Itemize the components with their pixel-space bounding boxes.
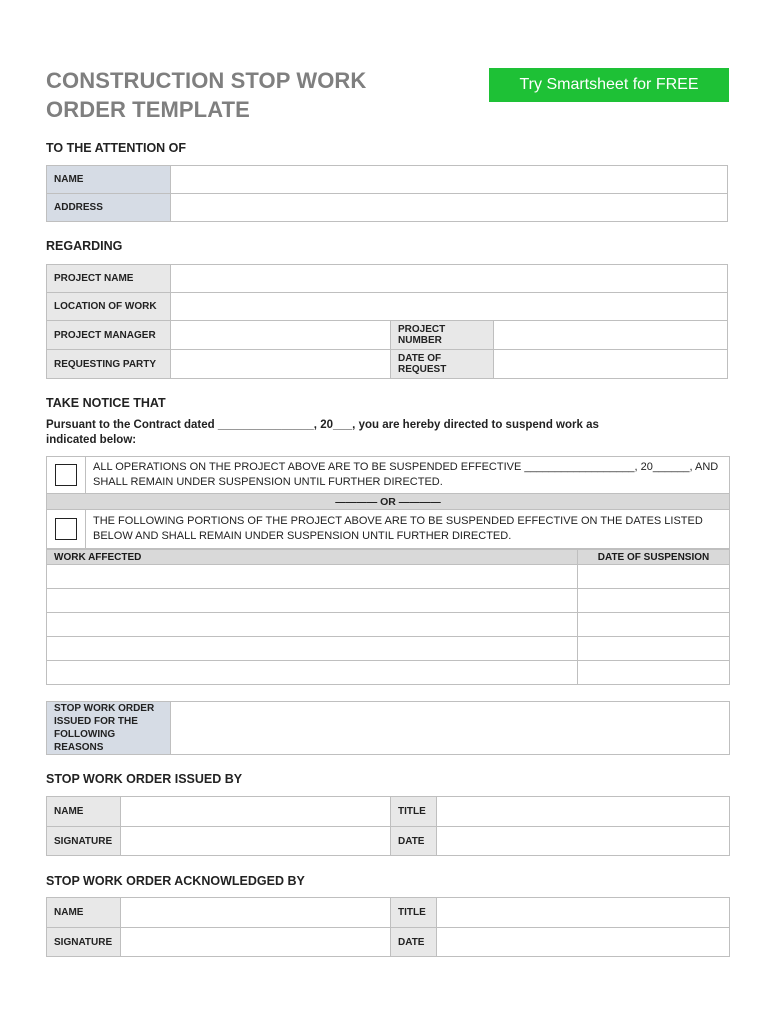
ack-signature-field[interactable] [121, 928, 391, 957]
project-name-field[interactable] [171, 265, 728, 293]
option1-text: ALL OPERATIONS ON THE PROJECT ABOVE ARE TO BE SUSPENDED EFFECTIVE __________________, 20______, AND SHALL REMAIN UNDER SUSPENSION UNTIL FURTHER DIRECTED. [86, 457, 730, 494]
project-name-label: PROJECT NAME [47, 265, 171, 293]
manager-field[interactable] [171, 321, 391, 350]
try-smartsheet-button[interactable]: Try Smartsheet for FREE [489, 68, 729, 102]
work-affected-cell[interactable] [47, 637, 578, 661]
location-label: LOCATION OF WORK [47, 293, 171, 321]
page-title: CONSTRUCTION STOP WORK ORDER TEMPLATE [46, 68, 367, 122]
date-of-request-label: DATE OF REQUEST [391, 350, 494, 379]
ack-date-field[interactable] [437, 928, 730, 957]
manager-label: PROJECT MANAGER [47, 321, 171, 350]
reasons-table [46, 701, 730, 755]
issued-by-table [46, 796, 730, 856]
attention-address-label: ADDRESS [47, 194, 171, 222]
issued-signature-label: SIGNATURE [47, 827, 121, 856]
location-field[interactable] [171, 293, 728, 321]
ack-name-label: NAME [47, 898, 121, 928]
issued-title-label: TITLE [391, 797, 437, 827]
attention-name-label: NAME [47, 166, 171, 194]
option2-checkbox[interactable] [55, 518, 77, 540]
date-of-suspension-cell[interactable] [578, 565, 730, 589]
acknowledged-by-table [46, 897, 730, 957]
work-affected-cell[interactable] [47, 661, 578, 685]
reasons-label: STOP WORK ORDER ISSUED FOR THE FOLLOWING REASONS [47, 702, 171, 755]
option2-text: THE FOLLOWING PORTIONS OF THE PROJECT ABOVE ARE TO BE SUSPENDED EFFECTIVE ON THE DATES LISTED BELOW AND SHALL REMAIN UNDER SUSPENSION UNTIL FURTHER DIRECTED. [86, 510, 730, 549]
date-of-suspension-cell[interactable] [578, 637, 730, 661]
ack-signature-label: SIGNATURE [47, 928, 121, 957]
option1-checkbox-cell [47, 457, 86, 494]
ack-date-label: DATE [391, 928, 437, 957]
ack-name-field[interactable] [121, 898, 391, 928]
work-affected-cell[interactable] [47, 613, 578, 637]
suspension-options [46, 456, 730, 549]
date-of-suspension-cell[interactable] [578, 661, 730, 685]
work-affected-cell[interactable] [47, 565, 578, 589]
issued-signature-field[interactable] [121, 827, 391, 856]
or-divider: ———— OR ———— [47, 494, 730, 510]
notice-paragraph: Pursuant to the Contract dated _______________, 20___, you are hereby directed to suspend work as indicated below: [46, 419, 599, 446]
date-of-request-field[interactable] [494, 350, 728, 379]
attention-heading: TO THE ATTENTION OF [46, 141, 187, 155]
notice-heading: TAKE NOTICE THAT [46, 396, 166, 410]
date-of-suspension-header: DATE OF SUSPENSION [578, 550, 730, 565]
option1-checkbox[interactable] [55, 464, 77, 486]
requesting-party-field[interactable] [171, 350, 391, 379]
work-affected-cell[interactable] [47, 589, 578, 613]
attention-name-field[interactable] [171, 166, 728, 194]
date-of-suspension-cell[interactable] [578, 613, 730, 637]
work-affected-header: WORK AFFECTED [47, 550, 578, 565]
issued-by-heading: STOP WORK ORDER ISSUED BY [46, 772, 243, 786]
reasons-field[interactable] [171, 702, 730, 755]
issued-title-field[interactable] [437, 797, 730, 827]
option2-checkbox-cell [47, 510, 86, 549]
project-number-field[interactable] [494, 321, 728, 350]
attention-address-field[interactable] [171, 194, 728, 222]
requesting-party-label: REQUESTING PARTY [47, 350, 171, 379]
ack-title-field[interactable] [437, 898, 730, 928]
issued-date-label: DATE [391, 827, 437, 856]
issued-date-field[interactable] [437, 827, 730, 856]
date-of-suspension-cell[interactable] [578, 589, 730, 613]
issued-name-label: NAME [47, 797, 121, 827]
regarding-table [46, 264, 728, 379]
regarding-heading: REGARDING [46, 239, 123, 253]
work-affected-table [46, 549, 730, 685]
issued-name-field[interactable] [121, 797, 391, 827]
ack-title-label: TITLE [391, 898, 437, 928]
acknowledged-by-heading: STOP WORK ORDER ACKNOWLEDGED BY [46, 874, 305, 888]
project-number-label: PROJECT NUMBER [391, 321, 494, 350]
attention-table [46, 165, 728, 222]
